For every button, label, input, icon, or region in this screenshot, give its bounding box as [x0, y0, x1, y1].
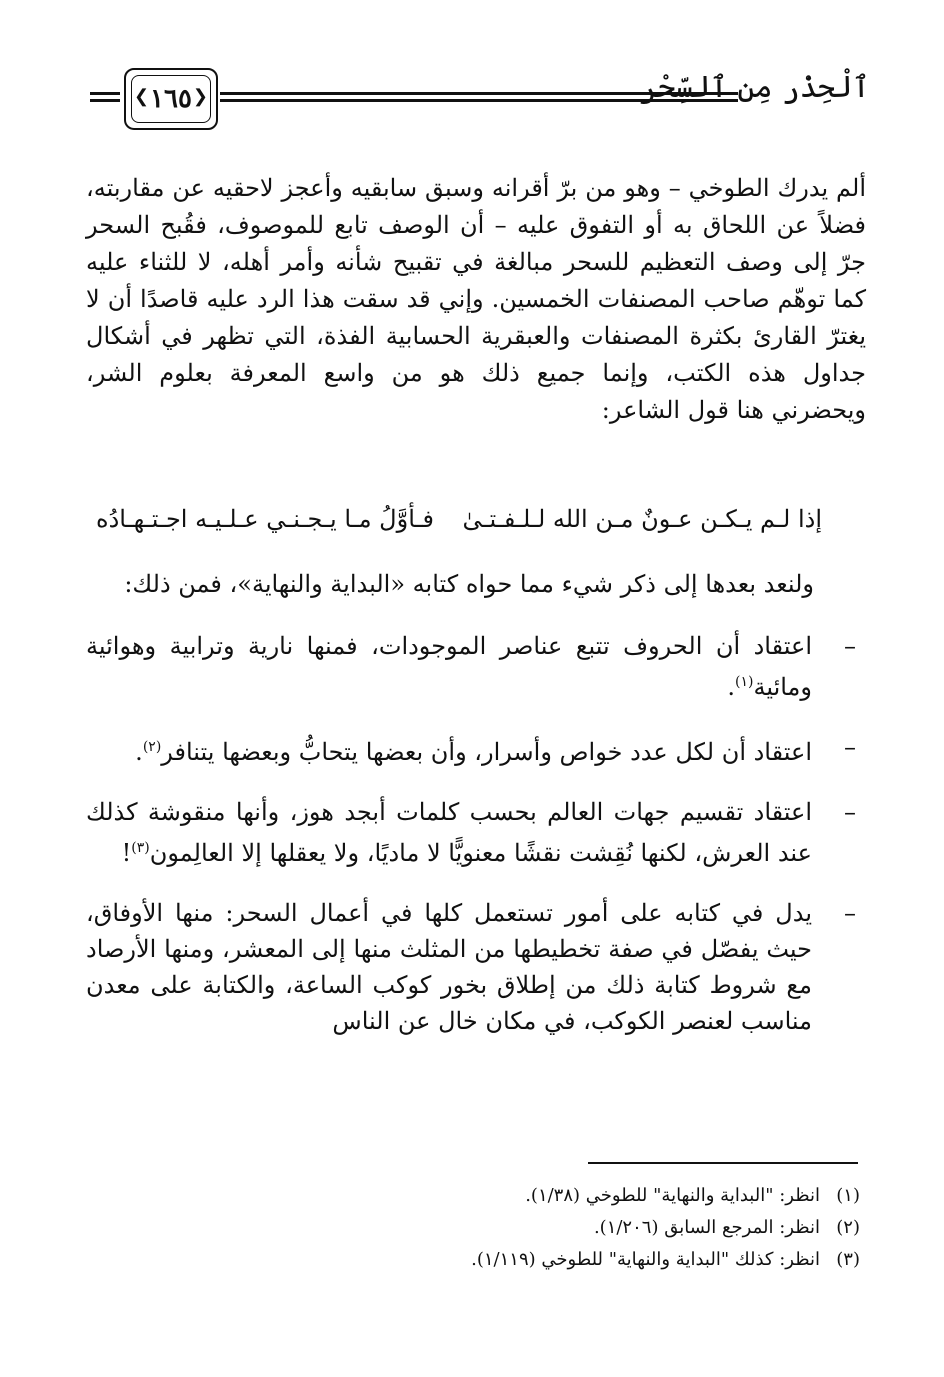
footnote-text: انظر: "البداية والنهاية" للطوخي (١/٣٨). — [525, 1185, 820, 1206]
footnote-text: انظر: المرجع السابق (١/٢٠٦). — [593, 1217, 820, 1238]
list-item-end: . — [727, 673, 735, 701]
footnote-number: (١) — [836, 1185, 860, 1206]
dash-bullet: – — [844, 899, 856, 927]
list-item-end: ! — [121, 839, 132, 867]
list-item-text: اعتقاد أن لكل عدد خواص وأسرار، وأن بعضها يتحابُّ وبعضها يتنافر — [161, 738, 812, 766]
list-item-text: يدل في كتابه على أمور تستعمل كلها في أعمال السحر: منها الأوفاق، حيث يفصّل في صفة تخطيطها من المثلث منها إلى المعشر، ومنها الأرصاد مع شروط كتابة ذلك من إطلاق بخور كوكب الساعة، والكتابة على معدن مناسب لعنصر الكوكب، في مكان خال عن الناس — [86, 899, 812, 1035]
beliefs-list — [86, 628, 866, 1063]
dash-bullet: – — [844, 632, 856, 660]
footnote — [160, 1212, 860, 1244]
ornament-icon: ❮ — [134, 86, 150, 107]
footnote-ref[interactable]: (٢) — [142, 739, 162, 755]
verse-first-hemistich: إذا لـم يـكـن عـونٌ مـن الله لـلـفـتـىٰ — [462, 505, 822, 533]
poem-verse — [96, 505, 822, 545]
list-item — [86, 729, 866, 770]
footnote-number: (٣) — [836, 1249, 860, 1270]
footnote-text: انظر: كذلك "البداية والنهاية" للطوخي (١/١١٩). — [471, 1249, 820, 1270]
ornament-icon: ❯ — [192, 86, 208, 107]
dash-bullet: – — [844, 798, 856, 826]
page-number: ١٦٥ — [150, 84, 192, 114]
footnotes — [160, 1180, 860, 1276]
list-item-text: اعتقاد تقسيم جهات العالم بحسب كلمات أبجد هوز، وأنها منقوشة كذلك عند العرش، لكنها نُقِشت نقشًا معنويًّا لا ماديًا، ولا يعقلها إلا العالِمون — [86, 798, 812, 867]
main-paragraph: ألم يدرك الطوخي – وهو من برّ أقرانه وسبق سابقيه وأعجز لاحقيه عن مقاربته، فضلاً عن اللحاق به أو التفوق عليه – أن الوصف تابع للموصوف، فقُبح السحر جرّ إلى وصف التعظيم للسحر مبالغة في تقبيح شأنه وأمر أهله، لا للثناء عليه كما توهّم صاحب المصنفات الخمسين. وإني قد سقت هذا الرد عليه قاصدًا أن لا يغترّ القارئ بكثرة المصنفات والعبقرية الحسابية الفذة، التي تظهر في أشكال جداول هذه الكتب، وإنما جميع ذلك هو من واسع المعرفة بعلوم الشر، ويحضرني هنا قول الشاعر: — [86, 174, 867, 424]
list-item — [86, 628, 866, 705]
list-item-end: . — [135, 738, 143, 766]
dash-bullet: – — [844, 733, 856, 761]
book-title: ٱلْحِذْر مِن ٱلسِّحْر — [639, 70, 870, 105]
footnote-ref[interactable]: (١) — [734, 674, 754, 690]
header-rule — [90, 99, 120, 102]
list-item — [86, 794, 866, 871]
page-number-frame — [124, 68, 218, 130]
footnote — [160, 1180, 860, 1212]
footnote-separator — [588, 1162, 858, 1164]
footnote — [160, 1244, 860, 1276]
footnote-number: (٢) — [836, 1217, 860, 1238]
verse-second-hemistich: فـأوَّلُ مـا يـجـنـي عـلـيـه اجـتـهـادُه — [96, 505, 435, 533]
list-intro: ولنعد بعدها إلى ذكر شيء مما حواه كتابه «البداية والنهاية»، فمن ذلك: — [124, 570, 814, 598]
list-item-text: اعتقاد أن الحروف تتبع عناصر الموجودات، فمنها نارية وترابية وهوائية ومائية — [86, 632, 812, 701]
footnote-ref[interactable]: (٣) — [131, 840, 150, 856]
running-header — [80, 62, 870, 132]
list-item — [86, 895, 866, 1039]
header-rule — [90, 92, 120, 95]
